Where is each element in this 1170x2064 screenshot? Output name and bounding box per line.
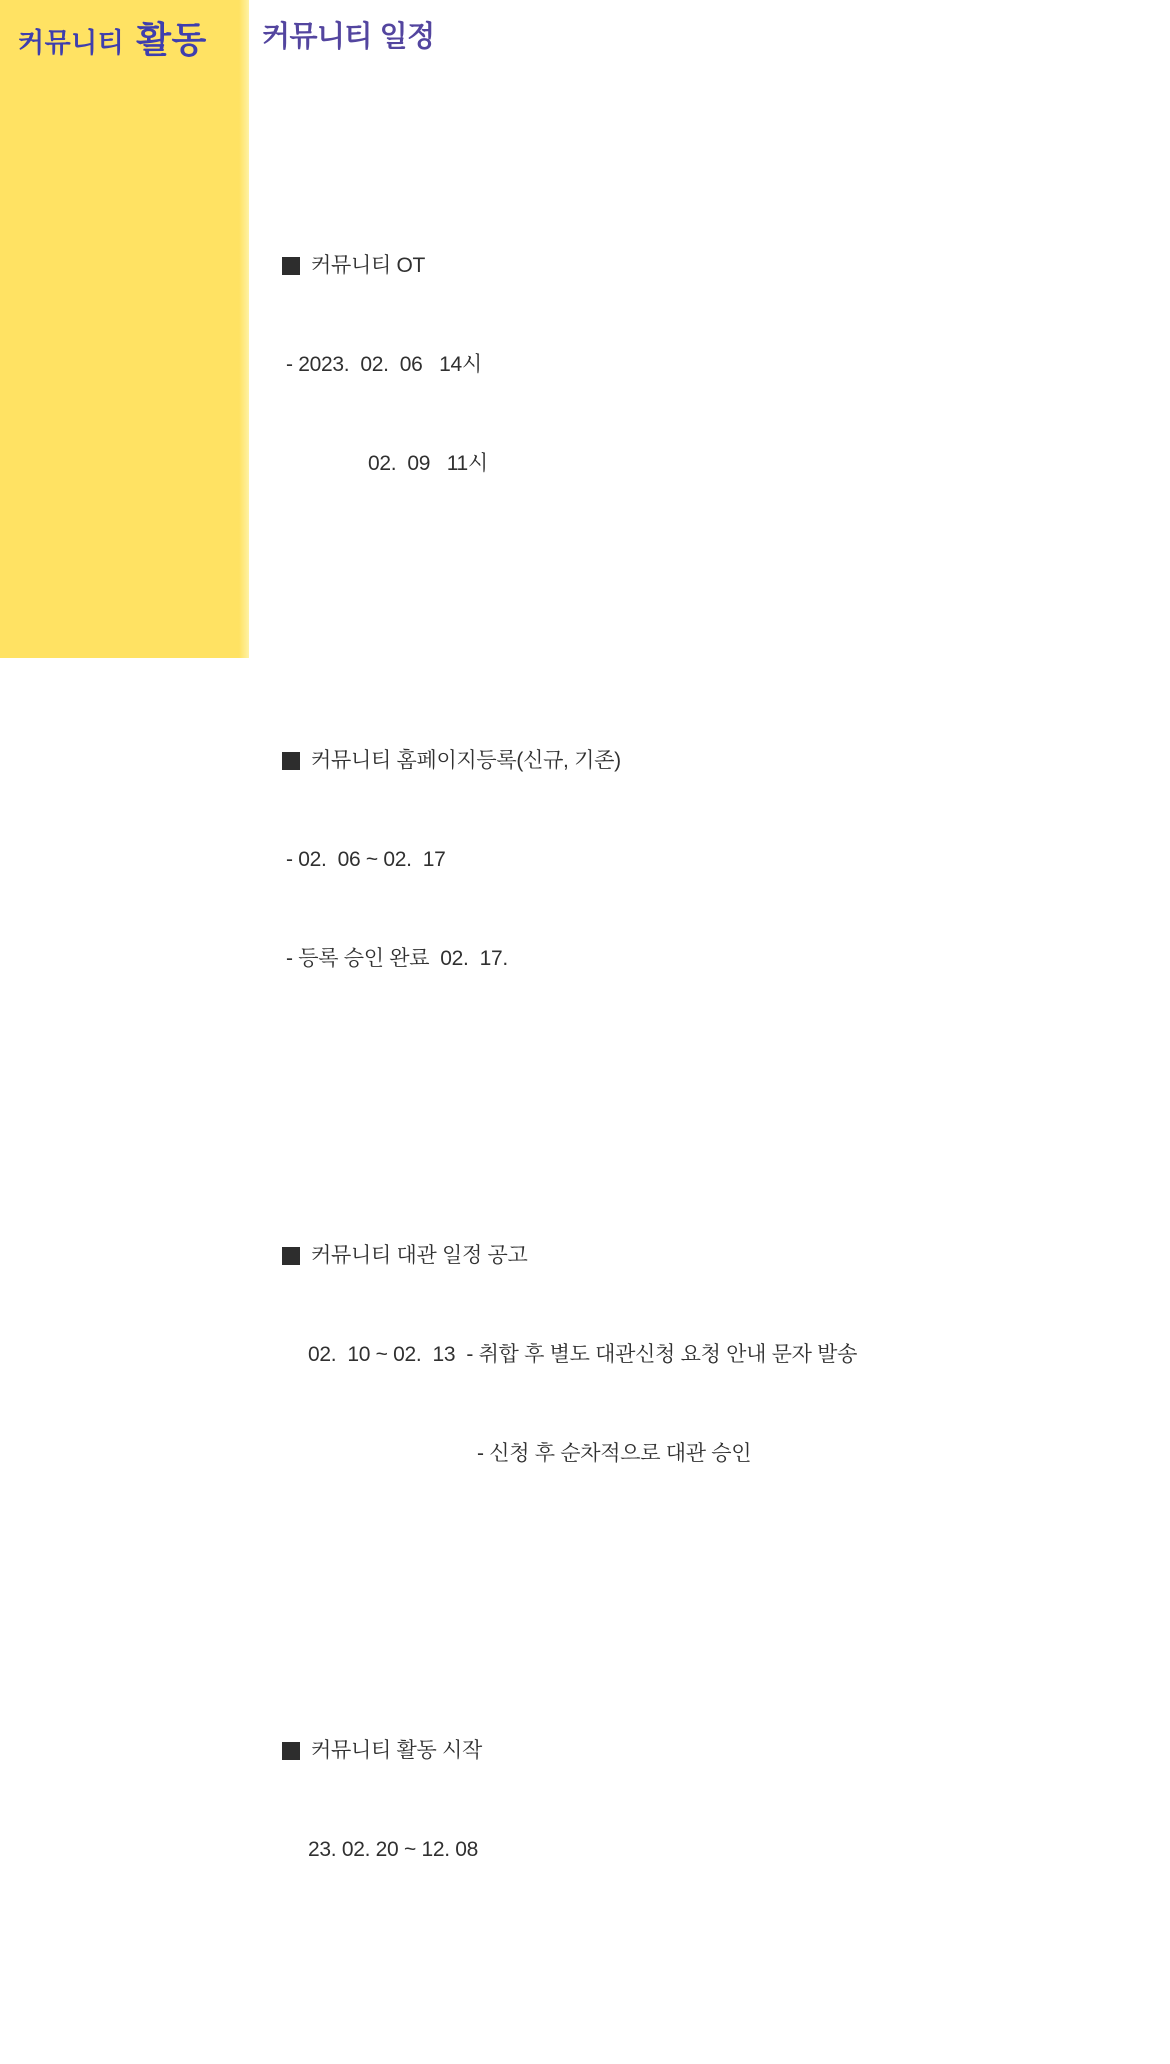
section-title: 커뮤니티 활동 시작 — [311, 1739, 482, 1762]
section-heading — [282, 744, 857, 777]
sidebar-title-part1: 커뮤니티 — [18, 28, 125, 58]
section-homepage-registration — [282, 678, 857, 1041]
section-community-ot — [282, 183, 857, 546]
sidebar — [0, 0, 249, 658]
section-title: 커뮤니티 OT — [311, 254, 426, 277]
schedule-content — [282, 84, 857, 2064]
schedule-line: 02. 09 11시 — [368, 452, 488, 475]
schedule-line: 02. 10 ~ 02. 13 - 취합 후 별도 대관신청 요청 안내 문자 발송 — [308, 1343, 858, 1366]
square-bullet-icon — [282, 1742, 300, 1760]
page-title: 커뮤니티 일정 — [262, 21, 435, 53]
sidebar-title-part2: 활동 — [136, 19, 207, 60]
sidebar-title — [18, 12, 207, 63]
schedule-line: - 신청 후 순차적으로 대관 승인 — [477, 1442, 752, 1465]
schedule-line: - 02. 06 ~ 02. 17 — [286, 848, 446, 871]
section-venue-schedule-notice — [282, 1173, 857, 1536]
section-activity-start — [282, 1668, 857, 1932]
schedule-line: 23. 02. 20 ~ 12. 08 — [308, 1838, 479, 1861]
section-heading — [282, 249, 857, 282]
square-bullet-icon — [282, 1247, 300, 1265]
section-heading — [282, 1239, 857, 1272]
section-heading — [282, 1734, 857, 1767]
section-title: 커뮤니티 홈페이지등록(신규, 기존) — [311, 749, 621, 772]
section-title: 커뮤니티 대관 일정 공고 — [311, 1244, 528, 1267]
square-bullet-icon — [282, 752, 300, 770]
schedule-line: - 등록 승인 완료 02. 17. — [286, 947, 508, 970]
schedule-line: - 2023. 02. 06 14시 — [286, 353, 482, 376]
square-bullet-icon — [282, 257, 300, 275]
